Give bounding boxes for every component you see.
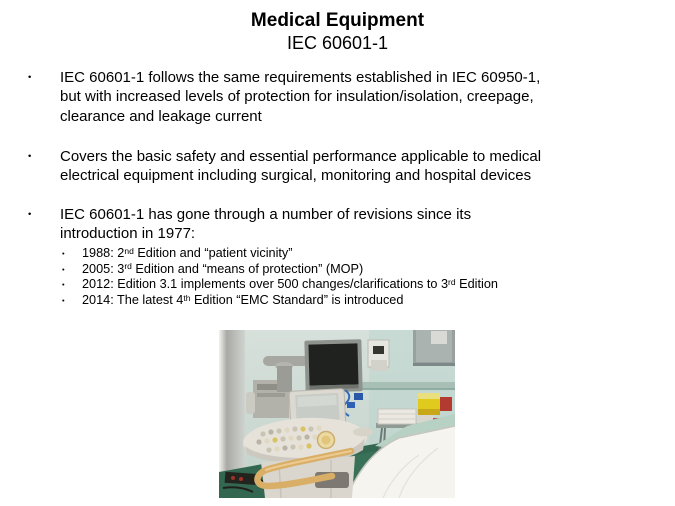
bullet-item-1 [28, 68, 663, 126]
slide-title: Medical Equipment [250, 10, 425, 31]
bullet-text [60, 205, 471, 244]
bullet-icon: • [62, 264, 65, 274]
sub-bullet-text: 2005: 3rd Edition and “means of protection” (MOP) [82, 261, 364, 276]
photo-monitor [304, 339, 362, 392]
bullet-line: IEC 60601-1 follows the same requirements established in IEC 60950-1, [60, 69, 541, 86]
sub-bullet-item-3 [62, 277, 663, 293]
bullet-icon: • [28, 209, 32, 220]
slide-subtitle: IEC 60601-1 [286, 33, 389, 53]
sub-bullet-item-1 [62, 246, 663, 262]
bullet-text [60, 147, 541, 186]
bullet-icon: • [62, 280, 65, 290]
sub-bullet-text: 1988: 2nd Edition and “patient vicinity” [82, 245, 293, 260]
bullet-line: introduction in 1977: [60, 225, 196, 243]
sub-bullet-item-2 [62, 262, 663, 278]
bullet-icon: • [62, 296, 65, 306]
bullet-line: Covers the basic safety and essential performance applicable to medical [60, 148, 542, 165]
bullet-icon: • [28, 151, 32, 162]
photo-sharps-bin [418, 393, 440, 415]
bullet-icon: • [28, 72, 32, 83]
equipment-photo [219, 330, 455, 498]
bullet-line: electrical equipment including surgical, monitoring and hospital devices [60, 167, 532, 185]
bullet-line: clearance and leakage current [60, 107, 262, 125]
photo-wall-cabinet [413, 330, 455, 366]
sub-bullet-list [62, 246, 663, 309]
sub-bullet-item-4 [62, 293, 663, 309]
photo-wall-dispenser [368, 340, 389, 371]
bullet-line: but with increased levels of protection for insulation/isolation, creepage, [60, 88, 534, 106]
sub-bullet-text: 2012: Edition 3.1 implements over 500 changes/clarifications to 3rd Edition [82, 276, 498, 292]
bullet-item-2 [28, 147, 663, 186]
sub-bullet-text: 2014: The latest 4th Edition “EMC Standard” is introduced [82, 292, 404, 308]
bullet-item-3 [28, 205, 663, 244]
bullet-text [60, 68, 540, 126]
bullet-icon: • [62, 249, 65, 258]
bullet-line: IEC 60601-1 has gone through a number of revisions since its [60, 206, 472, 223]
